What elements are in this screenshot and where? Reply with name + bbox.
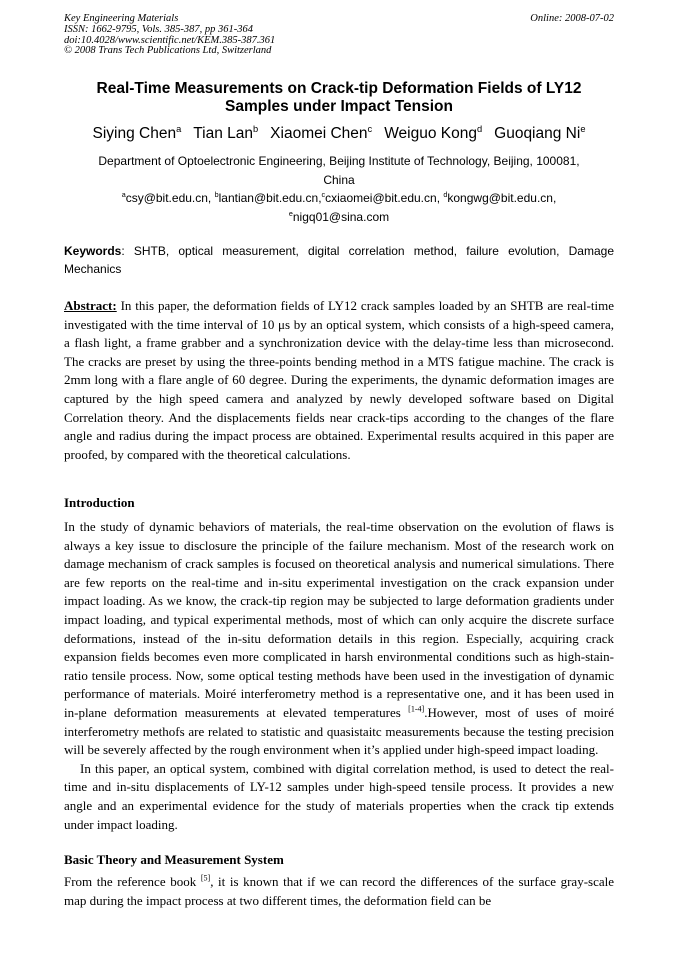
abstract <box>64 297 614 464</box>
abstract-label: Abstract: <box>64 298 117 313</box>
basic-theory-heading: Basic Theory and Measurement System <box>64 852 284 867</box>
author-emails: $^a$csy@bit.edu.cn, $^b$lantian@bit.edu.cn,$^c$cxiaomei@bit.edu.cn, $^d$kongwg@bit.edu.cn, $^e$nigq01@sina.com <box>121 190 557 224</box>
journal-name: Key Engineering Materials <box>64 13 179 24</box>
citation: [1-4] <box>408 704 425 714</box>
author: Tian Lan$^b$ <box>193 123 259 142</box>
paragraph: In this paper, an optical system, combined with digital correlation method, is used to detect the real-time and in-situ displacements of LY-12 samples under high-speed tensile process. It provides a new angle and an experimental evidence for the study of materials properties when the crack tip extends under impact loading. <box>64 760 614 832</box>
copyright-line: © 2008 Trans Tech Publications Ltd, Switzerland <box>64 45 272 57</box>
paper-title: Real-Time Measurements on Crack-tip Deformation Fields of LY12 Samples under Impact Tension <box>96 80 582 115</box>
affiliation: Department of Optoelectronic Engineering, Beijing Institute of Technology, Beijing, 100081, China <box>98 154 580 187</box>
author: Xiaomei Chen$^c$ <box>270 123 373 142</box>
email-e: nigq01@sina.com <box>292 210 390 224</box>
email-c: cxiaomei@bit.edu.cn, <box>325 191 441 205</box>
author-list <box>70 124 608 144</box>
author: Weiguo Kong$^d$ <box>384 123 483 142</box>
keywords-label: Keywords <box>64 244 122 258</box>
doi-line: doi:10.4028/www.scientific.net/KEM.385-387.361 <box>64 34 276 46</box>
introduction-heading: Introduction <box>64 495 135 510</box>
email-d: kongwg@bit.edu.cn, <box>447 191 557 205</box>
abstract-text: In this paper, the deformation fields of LY12 crack samples loaded by an SHTB are real-time investigated with the time interval of 10 μs by an optical system, which consists of a high-speed camera, a flash light, a frame grabber and a synchronization device with the delay-time less than microsecond. The cracks are preset by using the three-points bending method in a MTS fatigue machine. The crack is 2mm long with a flare angle of 60 degree. During the experiments, the dynamic deformation images are captured by the high speed camera and analyzed by newly developed software based on Digital Correlation theory. And the displacements fields near crack-tips according to the changes of the flare angle and radius during the impact process are obtained. Experimental results acquired in this paper are proofed, by compared with the theoretical calculations. <box>64 298 614 462</box>
journal-header <box>64 14 275 57</box>
author: Siying Chen$^a$ <box>92 123 182 142</box>
email-b: lantian@bit.edu.cn, <box>218 191 322 205</box>
paragraph: From the reference book [5], it is known that if we can record the differences of the surface gray-scale map during the impact process at two different times, the deformation field can be <box>64 873 615 908</box>
basic-theory-body <box>64 873 614 910</box>
keywords <box>64 242 614 278</box>
issn-line: ISSN: 1662-9795, Vols. 385-387, pp 361-364 <box>64 23 253 35</box>
email-a: csy@bit.edu.cn, <box>125 191 212 205</box>
author: Guoqiang Ni$^e$ <box>494 123 586 142</box>
online-date: Online: 2008-07-02 <box>530 13 614 24</box>
introduction-body <box>64 518 614 834</box>
paragraph: In the study of dynamic behaviors of materials, the real-time observation on the evolution of flaws is always a key issue to disclosure the principle of the failure mechanism. Most of the research work on damage mechanism of crack samples is focused on theoretical analysis and numerical simulations. There are few reports on the real-time and in-situ experimental investigation on the crack expansion under impact loading. As we know, the crack-tip region may be subjected to large deformation gradients under impact loading, and typical experimental methods, most of which can only acquire the discrete surface deformations, instead of the in-situ deformation details in this region. Especially, acquiring crack expansion fields becomes even more complicated in harsh environmental conditions such as high-stain-ratio tensile process. Now, some optical testing methods have been used in the investigation of dynamic performance of materials. Moiré interferometry method is a representative one, and it has been used in in-plane deformation measurements at elevated temperatures [1-4].However, most of uses of moiré interferometry methofs are related to statistic and quasistaitc measurements because the testing precision will be severely affected by the rough environment when it’s applied under high-speed impact loading. <box>64 519 615 758</box>
citation: [5] <box>200 873 211 883</box>
keywords-text: : SHTB, optical measurement, digital correlation method, failure evolution, Damage Mechanics <box>64 244 614 276</box>
